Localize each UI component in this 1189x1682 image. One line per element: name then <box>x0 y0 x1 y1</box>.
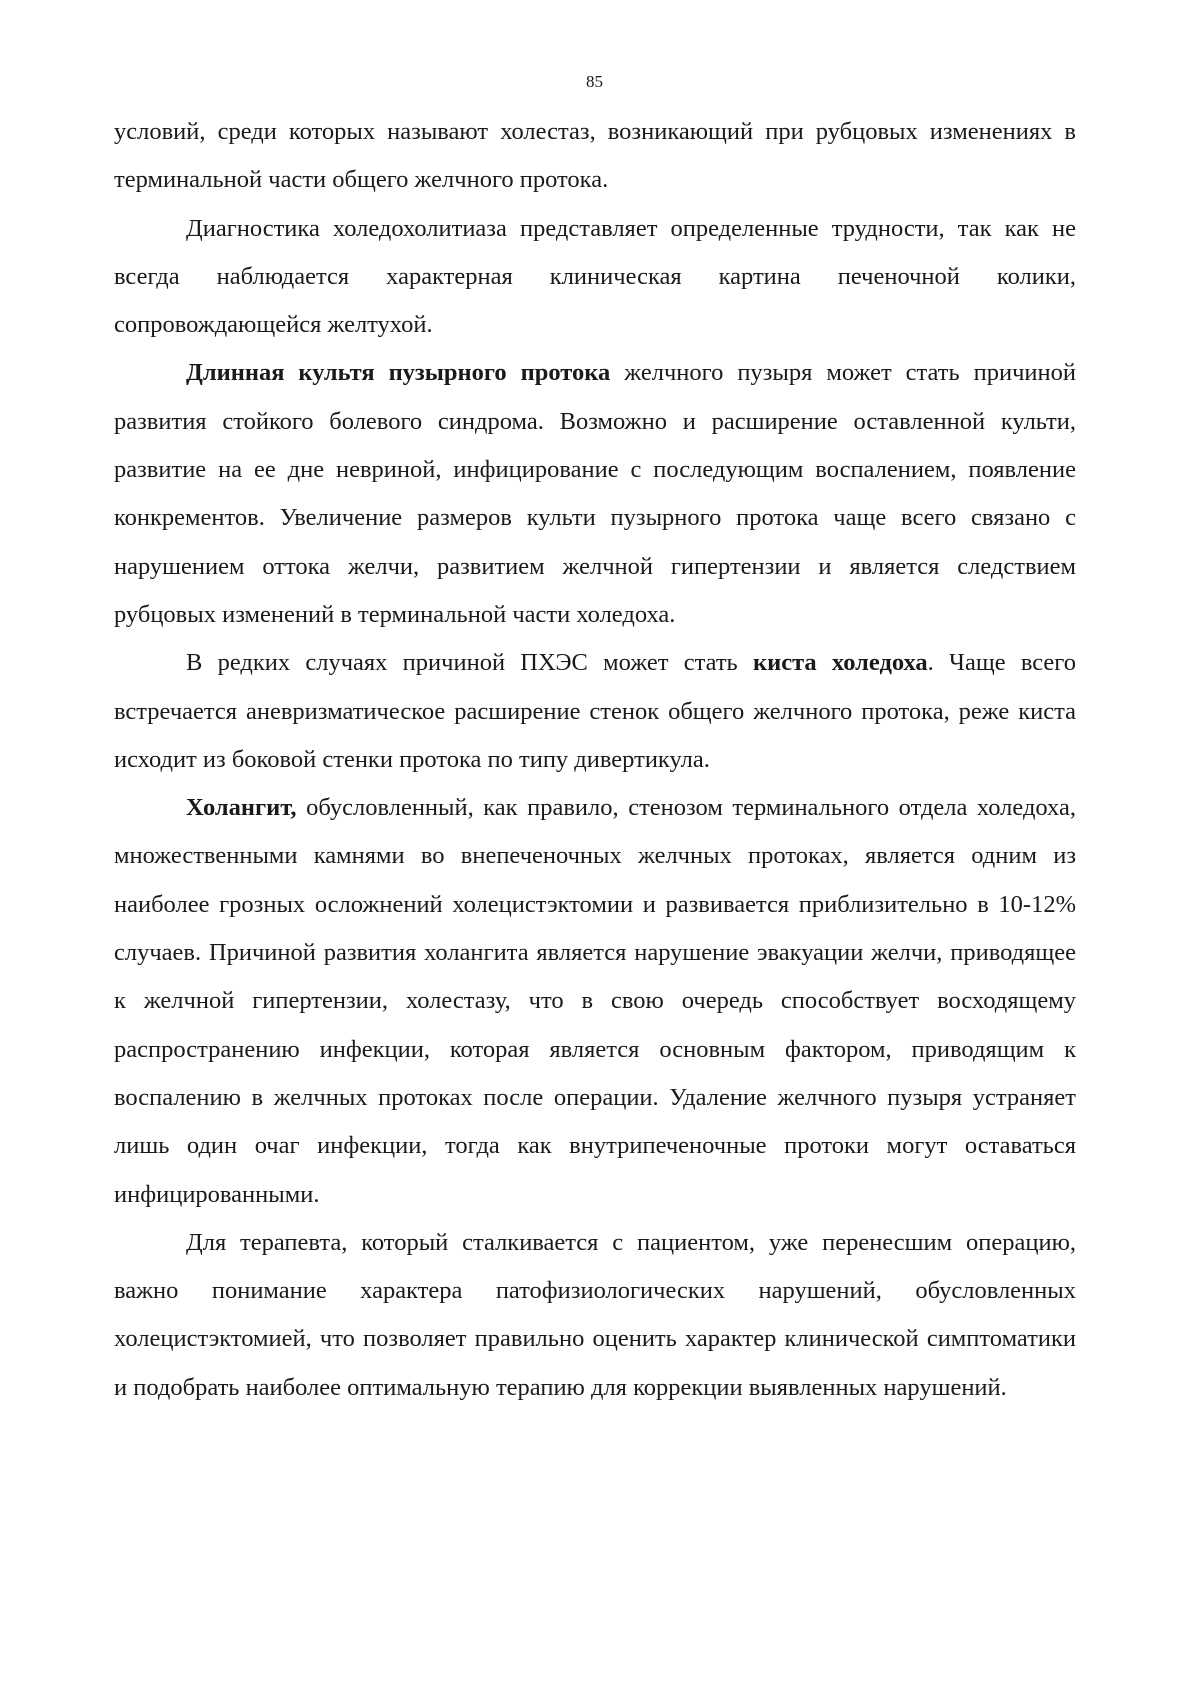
paragraph-4-text-before: В редких случаях причиной ПХЭС может стать <box>186 649 753 677</box>
paragraph-5-bold-term: Холангит, <box>186 794 297 822</box>
text-body <box>114 108 1076 1412</box>
paragraph-5-text: обусловленный, как правило, стенозом терминального отдела холедоха, множественными камнями во внепеченочных желчных протоках, является одним из наиболее грозных осложнений холецистэктомии и развивается приблизительно в 10-12% случаев. Причиной развития холангита является нарушение эвакуации желчи, приводящее к желчной гипертензии, холестазу, что в свою очередь способствует восходящему распространению инфекции, которая является основным фактором, приводящим к воспалению в желчных протоках после операции. Удаление желчного пузыря устраняет лишь один очаг инфекции, тогда как внутрипеченочные протоки могут оставаться инфицированными. <box>114 794 1076 1208</box>
paragraph-1 <box>114 108 1076 205</box>
paragraph-1-text: условий, среди которых называют холестаз, возникающий при рубцовых изменениях в терминальной части общего желчного протока. <box>114 118 1076 194</box>
paragraph-2-text: Диагностика холедохолитиаза представляет определенные трудности, так как не всегда наблюдается характерная клиническая картина печеночной колики, сопровождающейся желтухой. <box>114 214 1076 339</box>
paragraph-6-text: Для терапевта, который сталкивается с пациентом, уже перенесшим операцию, важно понимание характера патофизиологических нарушений, обусловленных холецистэктомией, что позволяет правильно оценить характер клинической симптоматики и подобрать наиболее оптимальную терапию для коррекции выявленных нарушений. <box>114 1228 1076 1401</box>
paragraph-2 <box>114 205 1076 350</box>
paragraph-4-bold-term: киста холедоха <box>752 649 928 677</box>
paragraph-4-text-after: . Чаще всего встречается аневризматическое расширение стенок общего желчного протока, реже киста исходит из боковой стенки протока по типу дивертикула. <box>114 649 1076 773</box>
paragraph-3-text: желчного пузыря может стать причиной развития стойкого болевого синдрома. Возможно и расширение оставленной культи, развитие на ее дне невриной, инфицирование с последующим воспалением, появление конкрементов. Увеличение размеров культи пузырного протока чаще всего связано с нарушением оттока желчи, развитием желчной гипертензии и является следствием рубцовых изменений в терминальной части холедоха. <box>114 359 1076 628</box>
paragraph-4 <box>114 639 1076 784</box>
paragraph-6 <box>114 1219 1076 1412</box>
paragraph-3-bold-term: Длинная культя пузырного протока <box>186 359 611 387</box>
page-number: 85 <box>586 72 603 91</box>
paragraph-3 <box>114 349 1076 639</box>
paragraph-5 <box>114 784 1076 1219</box>
